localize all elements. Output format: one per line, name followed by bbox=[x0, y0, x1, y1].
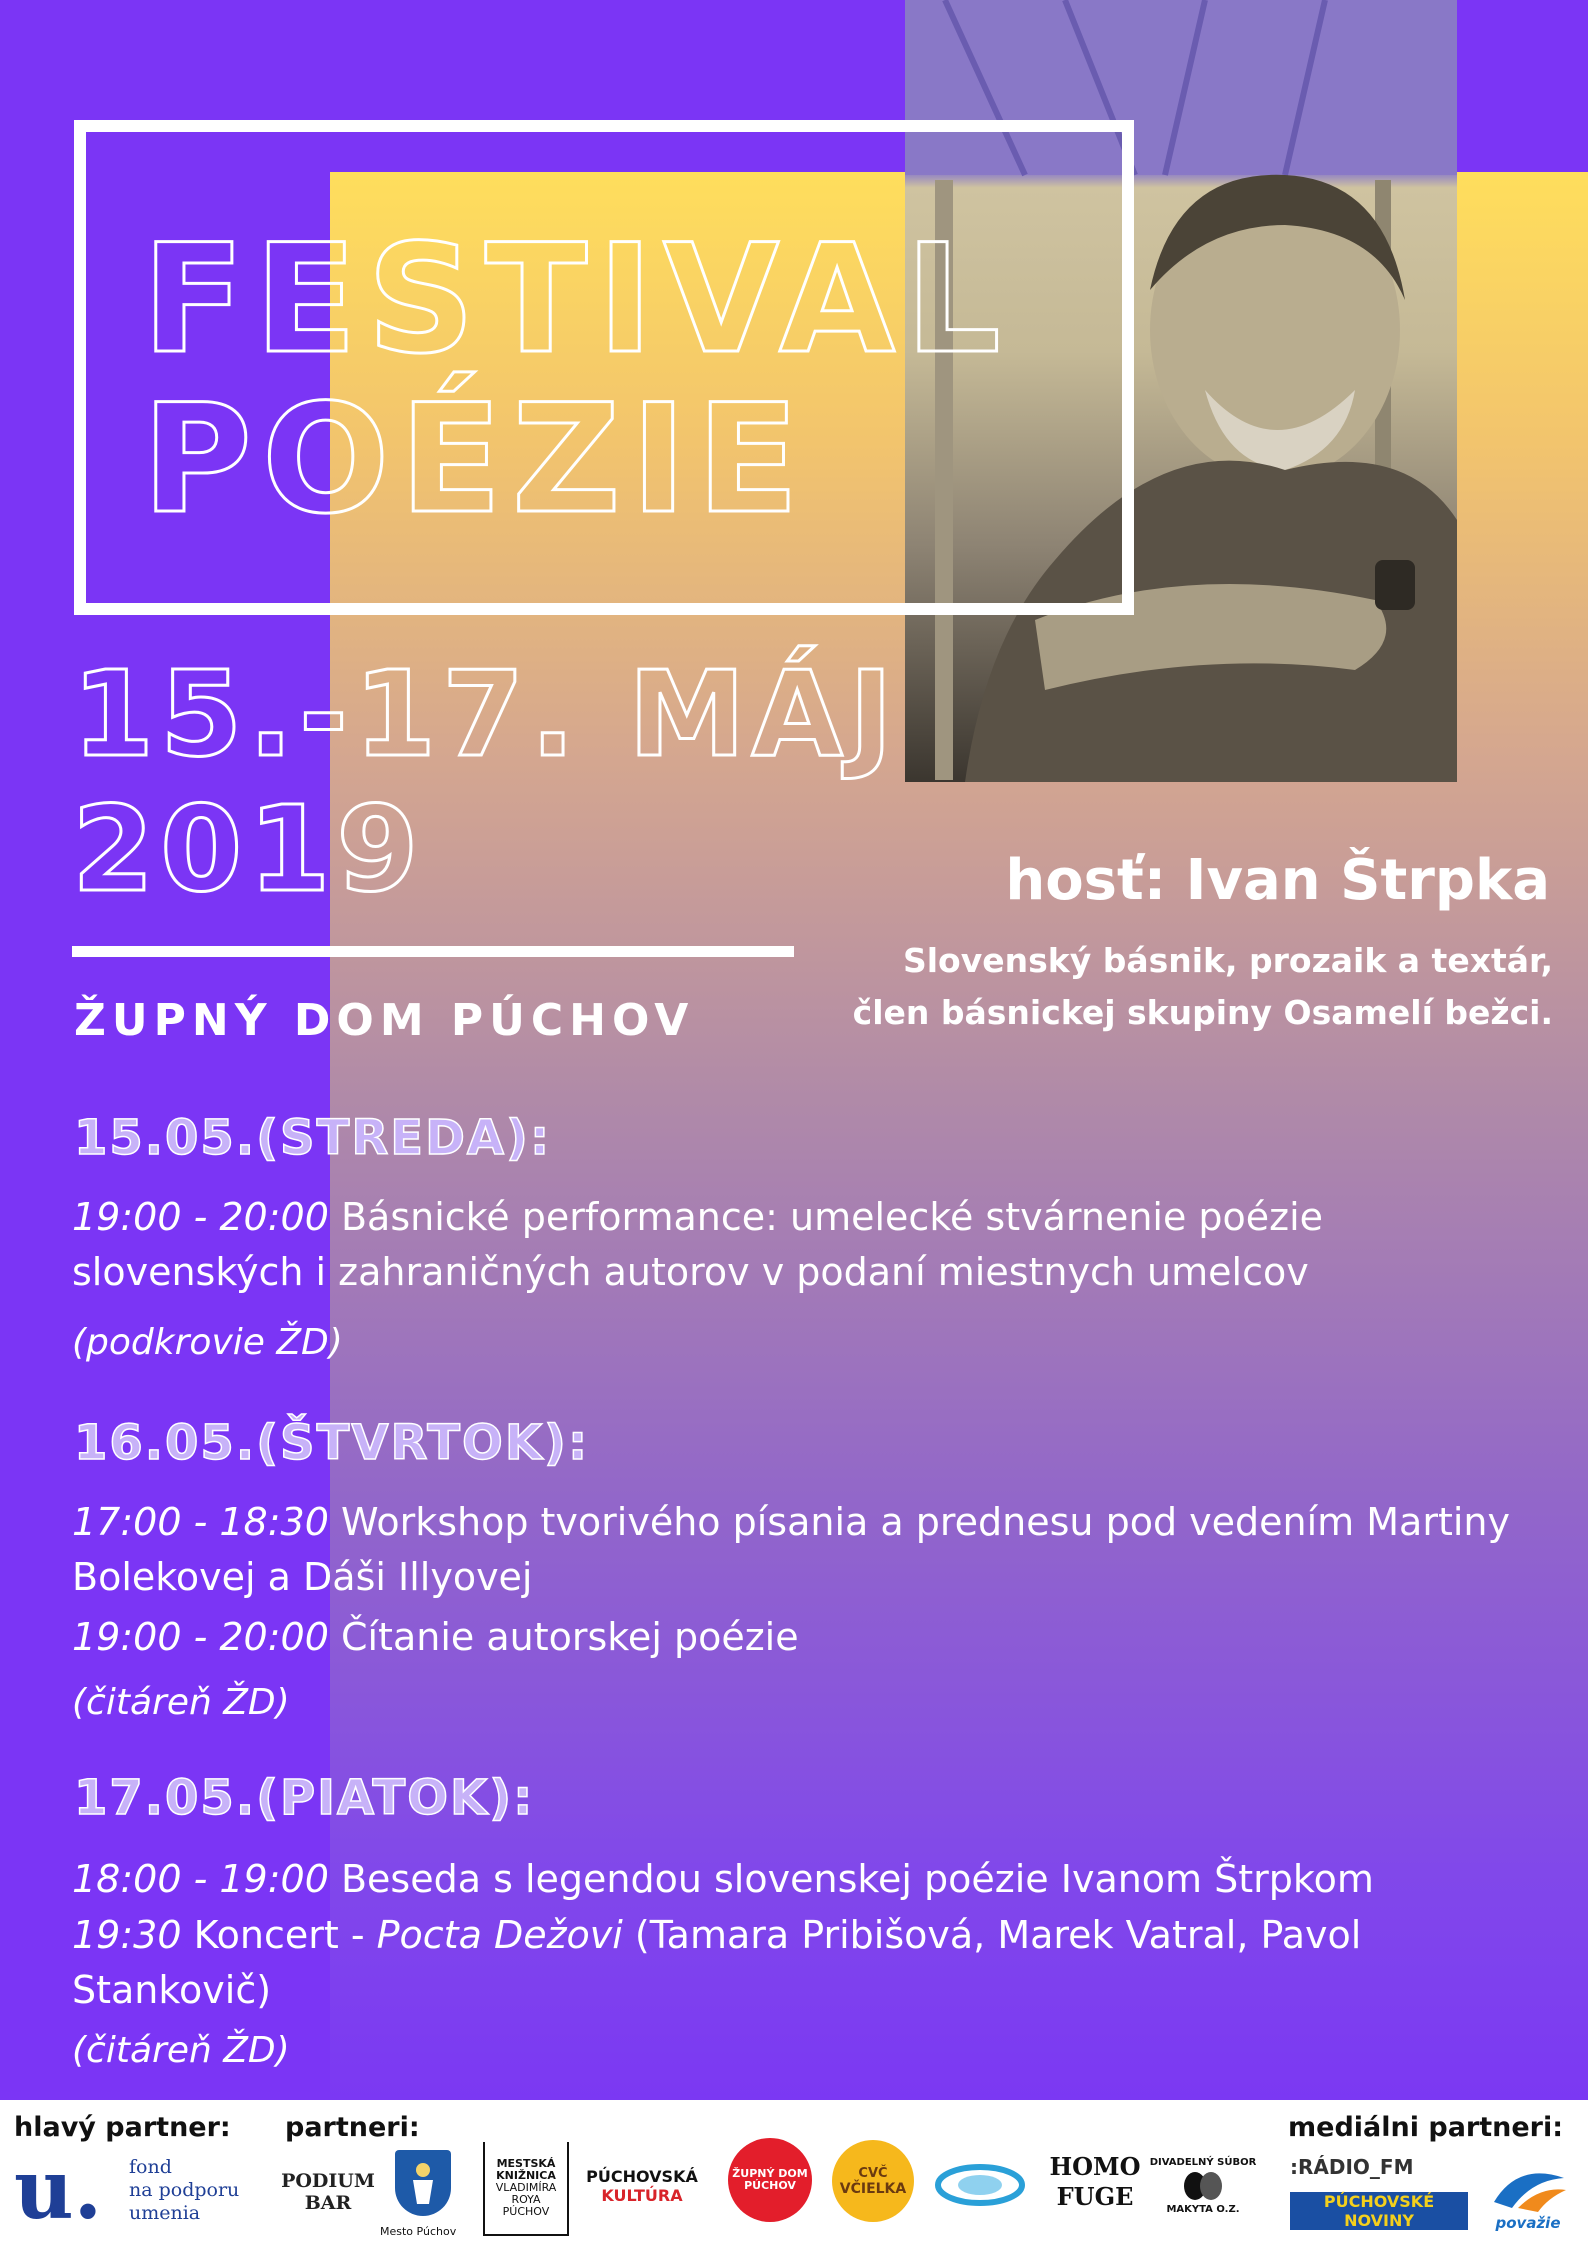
guest-desc-line1: Slovenský básnik, prozaik a textár, bbox=[902, 941, 1553, 980]
day2-heading: 16.05.(ŠTVRTOK): bbox=[74, 1415, 590, 1471]
zupny-line2: PÚCHOV bbox=[744, 2179, 796, 2192]
fond-line1: fond bbox=[129, 2156, 172, 2178]
day3-event1-time: 18:00 - 19:00 bbox=[72, 1857, 329, 1901]
swirl-icon bbox=[932, 2155, 1028, 2215]
radio-fm-logo: :RÁDIO_FM bbox=[1290, 2155, 1414, 2179]
day3-event1-text: Beseda s legendou slovenskej poézie Ivanom Štrpkom bbox=[328, 1857, 1374, 1901]
day1-event1-time: 19:00 - 20:00 bbox=[72, 1195, 329, 1239]
podium-bar-logo bbox=[281, 2152, 375, 2232]
day3-event1 bbox=[72, 1852, 1532, 1907]
kniznica-line2: KNIŽNICA bbox=[496, 2169, 556, 2182]
mesto-puchov-caption: Mesto Púchov bbox=[380, 2225, 457, 2238]
kultura-line2: KULTÚRA bbox=[601, 2186, 683, 2205]
date-year: 2019 bbox=[72, 780, 425, 918]
day3-event2-text-b: (Tamara Pribišová, Marek Vatral, Pavol Stankovič) bbox=[72, 1913, 1362, 2012]
day2-event2 bbox=[72, 1610, 1532, 1665]
fond-logo bbox=[14, 2142, 274, 2238]
day2-event2-time: 19:00 - 20:00 bbox=[72, 1615, 329, 1659]
day2-event1-text: Workshop tvorivého písania a prednesu pod vedením Martiny Bolekovej a Dáši Illyovej bbox=[72, 1500, 1510, 1599]
footer-partners bbox=[0, 2100, 1588, 2246]
theatre-masks-icon bbox=[1181, 2168, 1225, 2204]
guest-heading: hosť: Ivan Štrpka bbox=[1005, 848, 1550, 913]
cvc-vcielka-logo bbox=[832, 2140, 914, 2222]
day3-place: (čitáreň ŽD) bbox=[72, 2030, 290, 2071]
fond-line3: umenia bbox=[129, 2202, 201, 2224]
day2-event1 bbox=[72, 1495, 1532, 1605]
day1-event1-text: Básnické performance: umelecké stvárnenie poézie slovenských i zahraničných autorov v podaní miestnych umelcov bbox=[72, 1195, 1324, 1294]
divider bbox=[72, 946, 794, 957]
fond-letter: u. bbox=[14, 2142, 103, 2238]
puchovske-noviny-logo: PÚCHOVSKÉ NOVINY bbox=[1290, 2192, 1468, 2230]
guest-description bbox=[853, 935, 1553, 1039]
kniznica-line4: PÚCHOV bbox=[502, 2205, 550, 2218]
cvc-line1: CVČ bbox=[858, 2165, 888, 2181]
homo-line2: FUGE bbox=[1056, 2182, 1134, 2211]
poezie-title: POÉZIE bbox=[142, 373, 809, 547]
guest-desc-line2: člen básnickej skupiny Osamelí bežci. bbox=[852, 993, 1553, 1032]
day2-event1-time: 17:00 - 18:30 bbox=[72, 1500, 329, 1544]
day3-event2-time: 19:30 bbox=[72, 1913, 182, 1957]
povazie-logo bbox=[1478, 2160, 1578, 2240]
homo-fuge-logo bbox=[1049, 2144, 1141, 2220]
makyta-line1: DIVADELNÝ SÚBOR bbox=[1149, 2157, 1257, 2168]
day3-event2 bbox=[72, 1908, 1532, 2018]
kultura-line1: PÚCHOVSKÁ bbox=[586, 2167, 698, 2186]
kniznica-line1: MESTSKÁ bbox=[496, 2157, 556, 2170]
media-partners-label: mediálni partneri: bbox=[1288, 2112, 1564, 2143]
main-partner-label: hlavý partner: bbox=[14, 2112, 231, 2143]
day3-heading: 17.05.(PIATOK): bbox=[74, 1770, 535, 1826]
day2-event2-text: Čítanie autorskej poézie bbox=[328, 1615, 799, 1659]
puchovska-kultura-logo bbox=[572, 2148, 712, 2224]
povazie-text: považie bbox=[1495, 2214, 1561, 2232]
makyta-logo bbox=[1148, 2144, 1258, 2228]
day1-heading: 15.05.(STREDA): bbox=[74, 1110, 552, 1166]
swirl-logo-icon bbox=[930, 2150, 1030, 2220]
zupny-dom-logo bbox=[728, 2138, 812, 2222]
day1-place: (podkrovie ŽD) bbox=[72, 1322, 343, 1363]
fond-text bbox=[129, 2156, 239, 2225]
venue: ŽUPNÝ DOM PÚCHOV bbox=[74, 995, 695, 1046]
fond-line2: na podporu bbox=[129, 2179, 240, 2201]
homo-line1: HOMO bbox=[1049, 2152, 1141, 2181]
date-range: 15.-17. MÁJ bbox=[72, 645, 899, 783]
day3-event2-title: Pocta Dežovi bbox=[376, 1913, 623, 1957]
partners-label: partneri: bbox=[285, 2112, 420, 2143]
kniznica-logo bbox=[483, 2142, 569, 2236]
cvc-line2: VČIELKA bbox=[839, 2180, 907, 2197]
podium-line1: PODIUM bbox=[281, 2170, 375, 2192]
day1-event1 bbox=[72, 1190, 1532, 1300]
podium-line2: BAR bbox=[304, 2192, 352, 2214]
day2-place: (čitáreň ŽD) bbox=[72, 1682, 290, 1723]
day3-event2-text-a: Koncert - bbox=[181, 1913, 377, 1957]
zupny-line1: ŽUPNÝ DOM bbox=[732, 2167, 808, 2180]
mesto-puchov-coat-of-arms-icon bbox=[395, 2150, 451, 2216]
coat-of-arms-figure bbox=[403, 2158, 443, 2208]
makyta-line2: MAKYTA O.Z. bbox=[1166, 2204, 1240, 2215]
povazie-swoosh-icon bbox=[1488, 2168, 1568, 2214]
kniznica-line3: VLADIMÍRA ROYA bbox=[495, 2181, 557, 2206]
festival-title: FESTIVAL bbox=[142, 213, 1011, 387]
